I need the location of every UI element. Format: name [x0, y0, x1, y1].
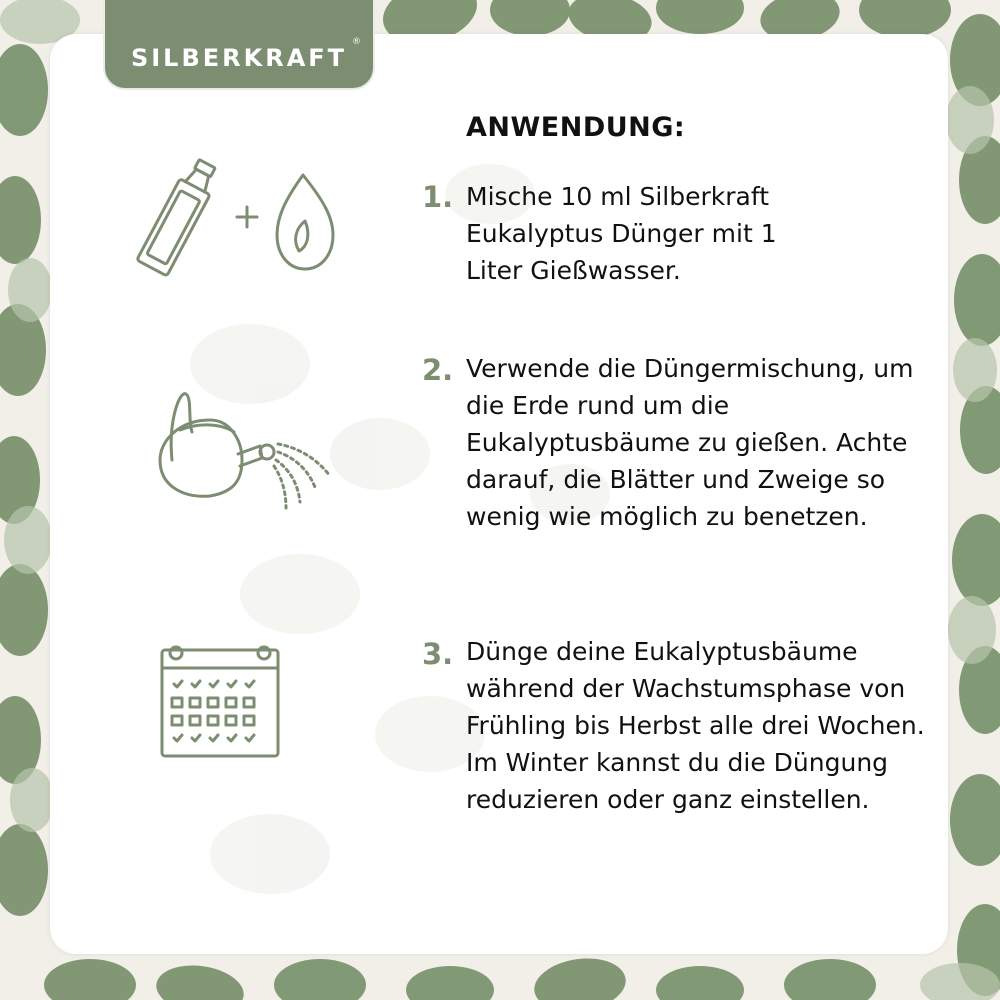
step-3-number: 3.: [422, 637, 454, 671]
page-title: ANWENDUNG:: [466, 112, 686, 143]
step-2-number: 2.: [422, 353, 454, 387]
watering-can-icon: [150, 380, 340, 520]
step-1-text: Mische 10 ml Silberkraft Eukalyptus Dünger mit 1 Liter Gießwasser.: [466, 182, 777, 285]
brand-logo: [103, 0, 375, 90]
registered-mark: ®: [352, 37, 361, 47]
fertilizer-bottle-plus-water-drop-icon: [125, 155, 345, 280]
step-1-number: 1.: [422, 180, 454, 214]
step-2-text: Verwende die Düngermischung, um die Erde rund um die Eukalyptusbäume zu gießen. Achte darauf, die Blätter und Zweige so wenig wie möglich zu benetzen.: [466, 354, 914, 531]
calendar-icon: [160, 640, 282, 760]
step-3-text: Dünge deine Eukalyptusbäume während der Wachstumsphase von Frühling bis Herbst alle drei Wochen. Im Winter kannst du die Düngung reduzieren oder ganz einstellen.: [466, 637, 925, 814]
brand-name: SILBERKRAFT: [130, 44, 348, 72]
